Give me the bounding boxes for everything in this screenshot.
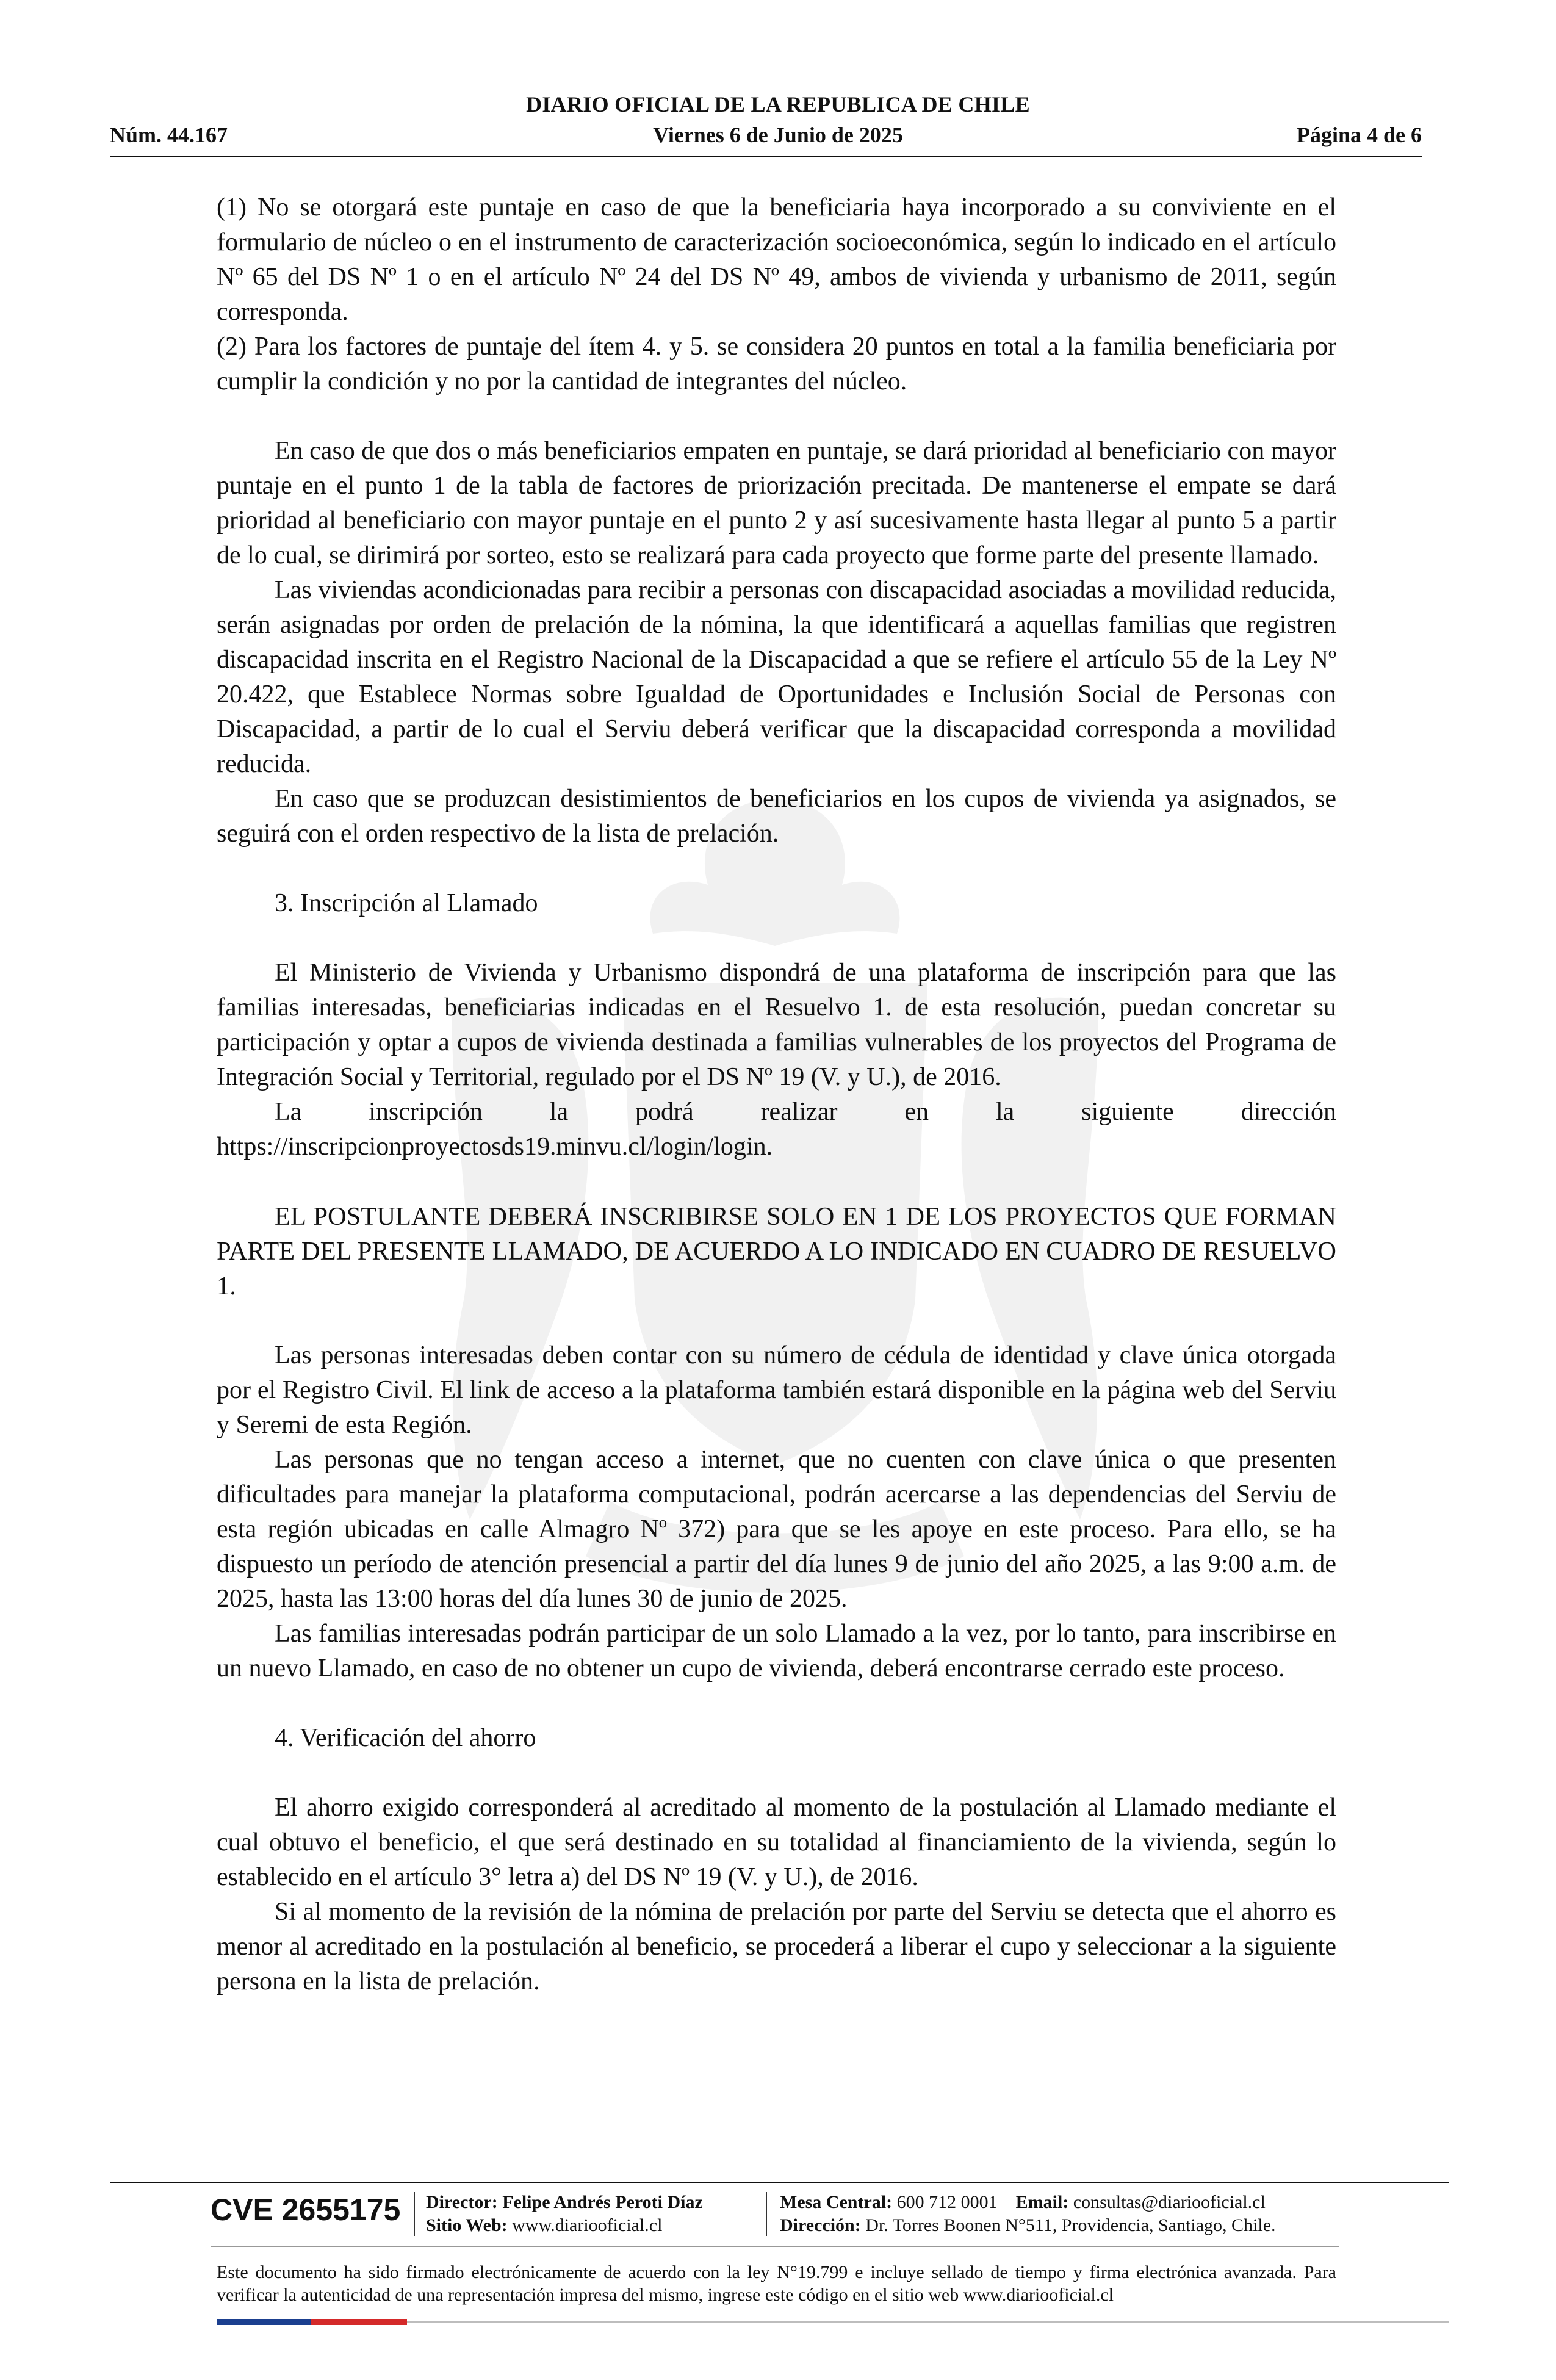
address-label: Dirección:: [780, 2215, 861, 2235]
cve-code: CVE 2655175: [211, 2193, 401, 2227]
paragraph-desistimientos: En caso que se produzcan desistimientos de beneficiarios en los cupos de vivienda ya asignados, se seguirá con el orden respectivo de la lista de prelación.: [217, 785, 1336, 848]
paragraph-postulante-notice: EL POSTULANTE DEBERÁ INSCRIBIRSE SOLO EN 1 DE LOS PROYECTOS QUE FORMAN PARTE DEL PRESENTE LLAMADO, DE ACUERDO A LO INDICADO EN CUADRO DE RESUELVO 1.: [217, 1202, 1336, 1300]
director-name: Felipe Andrés Peroti Díaz: [502, 2192, 703, 2212]
paragraph-familias: Las familias interesadas podrán participar de un solo Llamado a la vez, por lo tanto, para inscribirse en un nuevo Llamado, en caso de no obtener un cupo de vivienda, deberá encontrarse cerrado este proceso.: [217, 1620, 1336, 1682]
section-heading-4: 4. Verificación del ahorro: [275, 1724, 536, 1752]
paragraph-sin-acceso: Las personas que no tengan acceso a internet, que no cuenten con clave única o que presenten dificultades para manejar la plataforma computacional, podrán acercarse a las dependencias del Serviu de esta región ubicadas en calle Almagro Nº 372) para que se les apoye en este proceso. Para ello, se ha dispuesto un período de atención presencial a partir del día lunes 9 de junio del año 2025, a las 9:00 a.m. de 2025, hasta las 13:00 horas del día lunes 30 de junio de 2025.: [217, 1446, 1336, 1613]
website-link[interactable]: www.diariooficial.cl: [512, 2215, 663, 2235]
paragraph-discapacidad: Las viviendas acondicionadas para recibir a personas con discapacidad asociadas a movilidad reducida, serán asignadas por orden de prelación de la nómina, la que identificará a aquellas familias que registren discapacidad inscrita en el Registro Nacional de la Discapacidad a que se refiere el artículo 55 de la Ley Nº 20.422, que Establece Normas sobre Igualdad de Oportunidades e Inclusión Social de Personas con Discapacidad, a partir de lo cual el Serviu deberá verificar que la discapacidad corresponda a movilidad reducida.: [217, 576, 1336, 778]
issue-date: Viernes 6 de Junio de 2025: [653, 123, 903, 147]
website-label: Sitio Web:: [426, 2215, 508, 2235]
paragraph-cedula: Las personas interesadas deben contar con su número de cédula de identidad y clave única otorgada por el Registro Civil. El link de acceso a la plataforma también estará disponible en la página web del Serviu y Seremi de esta Región.: [217, 1341, 1336, 1439]
footer-contact-block: [780, 2191, 1276, 2237]
footer-thin-divider: [211, 2246, 1339, 2247]
email-label: Email:: [1015, 2192, 1069, 2212]
footnote-2: (2) Para los factores de puntaje del ítem 4. y 5. se considera 20 puntos en total a la familia beneficiaria por cumplir la condición y no por la cantidad de integrantes del núcleo.: [217, 333, 1336, 395]
mesa-label: Mesa Central:: [780, 2192, 893, 2212]
newspaper-title: DIARIO OFICIAL DE LA REPUBLICA DE CHILE: [526, 92, 1030, 117]
page-number: Página 4 de 6: [1296, 123, 1422, 147]
section-heading-3: 3. Inscripción al Llamado: [275, 889, 538, 917]
mesa-phone: 600 712 0001: [896, 2192, 998, 2212]
footnote-1: (1) No se otorgará este puntaje en caso de que la beneficiaria haya incorporado a su conviviente en el formulario de núcleo o en el instrumento de caracterización socioeconómica, según lo indicado en el artículo Nº 65 del DS Nº 1 o en el artículo Nº 24 del DS Nº 49, ambos de vivienda y urbanismo de 2011, según corresponda.: [217, 193, 1336, 326]
director-label: Director:: [426, 2192, 498, 2212]
address-value: Dr. Torres Boonen N°511, Providencia, Santiago, Chile.: [865, 2215, 1276, 2235]
paragraph-inscripcion: La inscripción la podrá realizar en la siguiente dirección: [275, 1098, 1336, 1126]
paragraph-plataforma: El Ministerio de Vivienda y Urbanismo dispondrá de una plataforma de inscripción para que las familias interesadas, beneficiarias indicadas en el Resuelvo 1. de esta resolución, puedan concretar su participación y optar a cupos de vivienda destinada a familias vulnerables de los proyectos del Programa de Integración Social y Territorial, regulado por el DS Nº 19 (V. y U.), de 2016.: [217, 959, 1336, 1091]
flag-stripe-line: [407, 2321, 1449, 2323]
footer-divider: [110, 2182, 1449, 2183]
header-divider: [110, 156, 1422, 157]
flag-stripe-red: [311, 2319, 407, 2325]
footer-separator: [766, 2192, 767, 2236]
flag-stripe-blue: [217, 2319, 311, 2325]
registration-url: https://inscripcionproyectosds19.minvu.cl/login/login.: [217, 1133, 773, 1161]
document-body: [217, 190, 1336, 1999]
paragraph-empate: En caso de que dos o más beneficiarios empaten en puntaje, se dará prioridad al beneficiario con mayor puntaje en el punto 1 de la tabla de factores de priorización precitada. De mantenerse el empate se dará prioridad al beneficiario con mayor puntaje en el punto 2 y así sucesivamente hasta llegar al punto 5 a partir de lo cual, se dirimirá por sorteo, esto se realizará para cada proyecto que forme parte del presente llamado.: [217, 437, 1336, 569]
footer-director-block: [426, 2191, 703, 2237]
footer-separator: [414, 2192, 415, 2236]
paragraph-ahorro: El ahorro exigido corresponderá al acreditado al momento de la postulación al Llamado mediante el cual obtuvo el beneficio, el que será destinado en su totalidad al financiamiento de la vivienda, según lo establecido en el artículo 3° letra a) del DS Nº 19 (V. y U.), de 2016.: [217, 1794, 1336, 1891]
issue-number: Núm. 44.167: [110, 123, 228, 147]
paragraph-revision: Si al momento de la revisión de la nómina de prelación por parte del Serviu se detecta que el ahorro es menor al acreditado en la postulación al beneficio, se procederá a liberar el cupo y seleccionar a la siguiente persona en la lista de prelación.: [217, 1898, 1336, 1996]
signature-notice: Este documento ha sido firmado electrónicamente de acuerdo con la ley N°19.799 e incluye sellado de tiempo y firma electrónica avanzada. Para verificar la autenticidad de una representación impresa del mismo, ingrese este código en el sitio web www.diariooficial.cl: [217, 2262, 1336, 2305]
email-link[interactable]: consultas@diariooficial.cl: [1073, 2192, 1266, 2212]
